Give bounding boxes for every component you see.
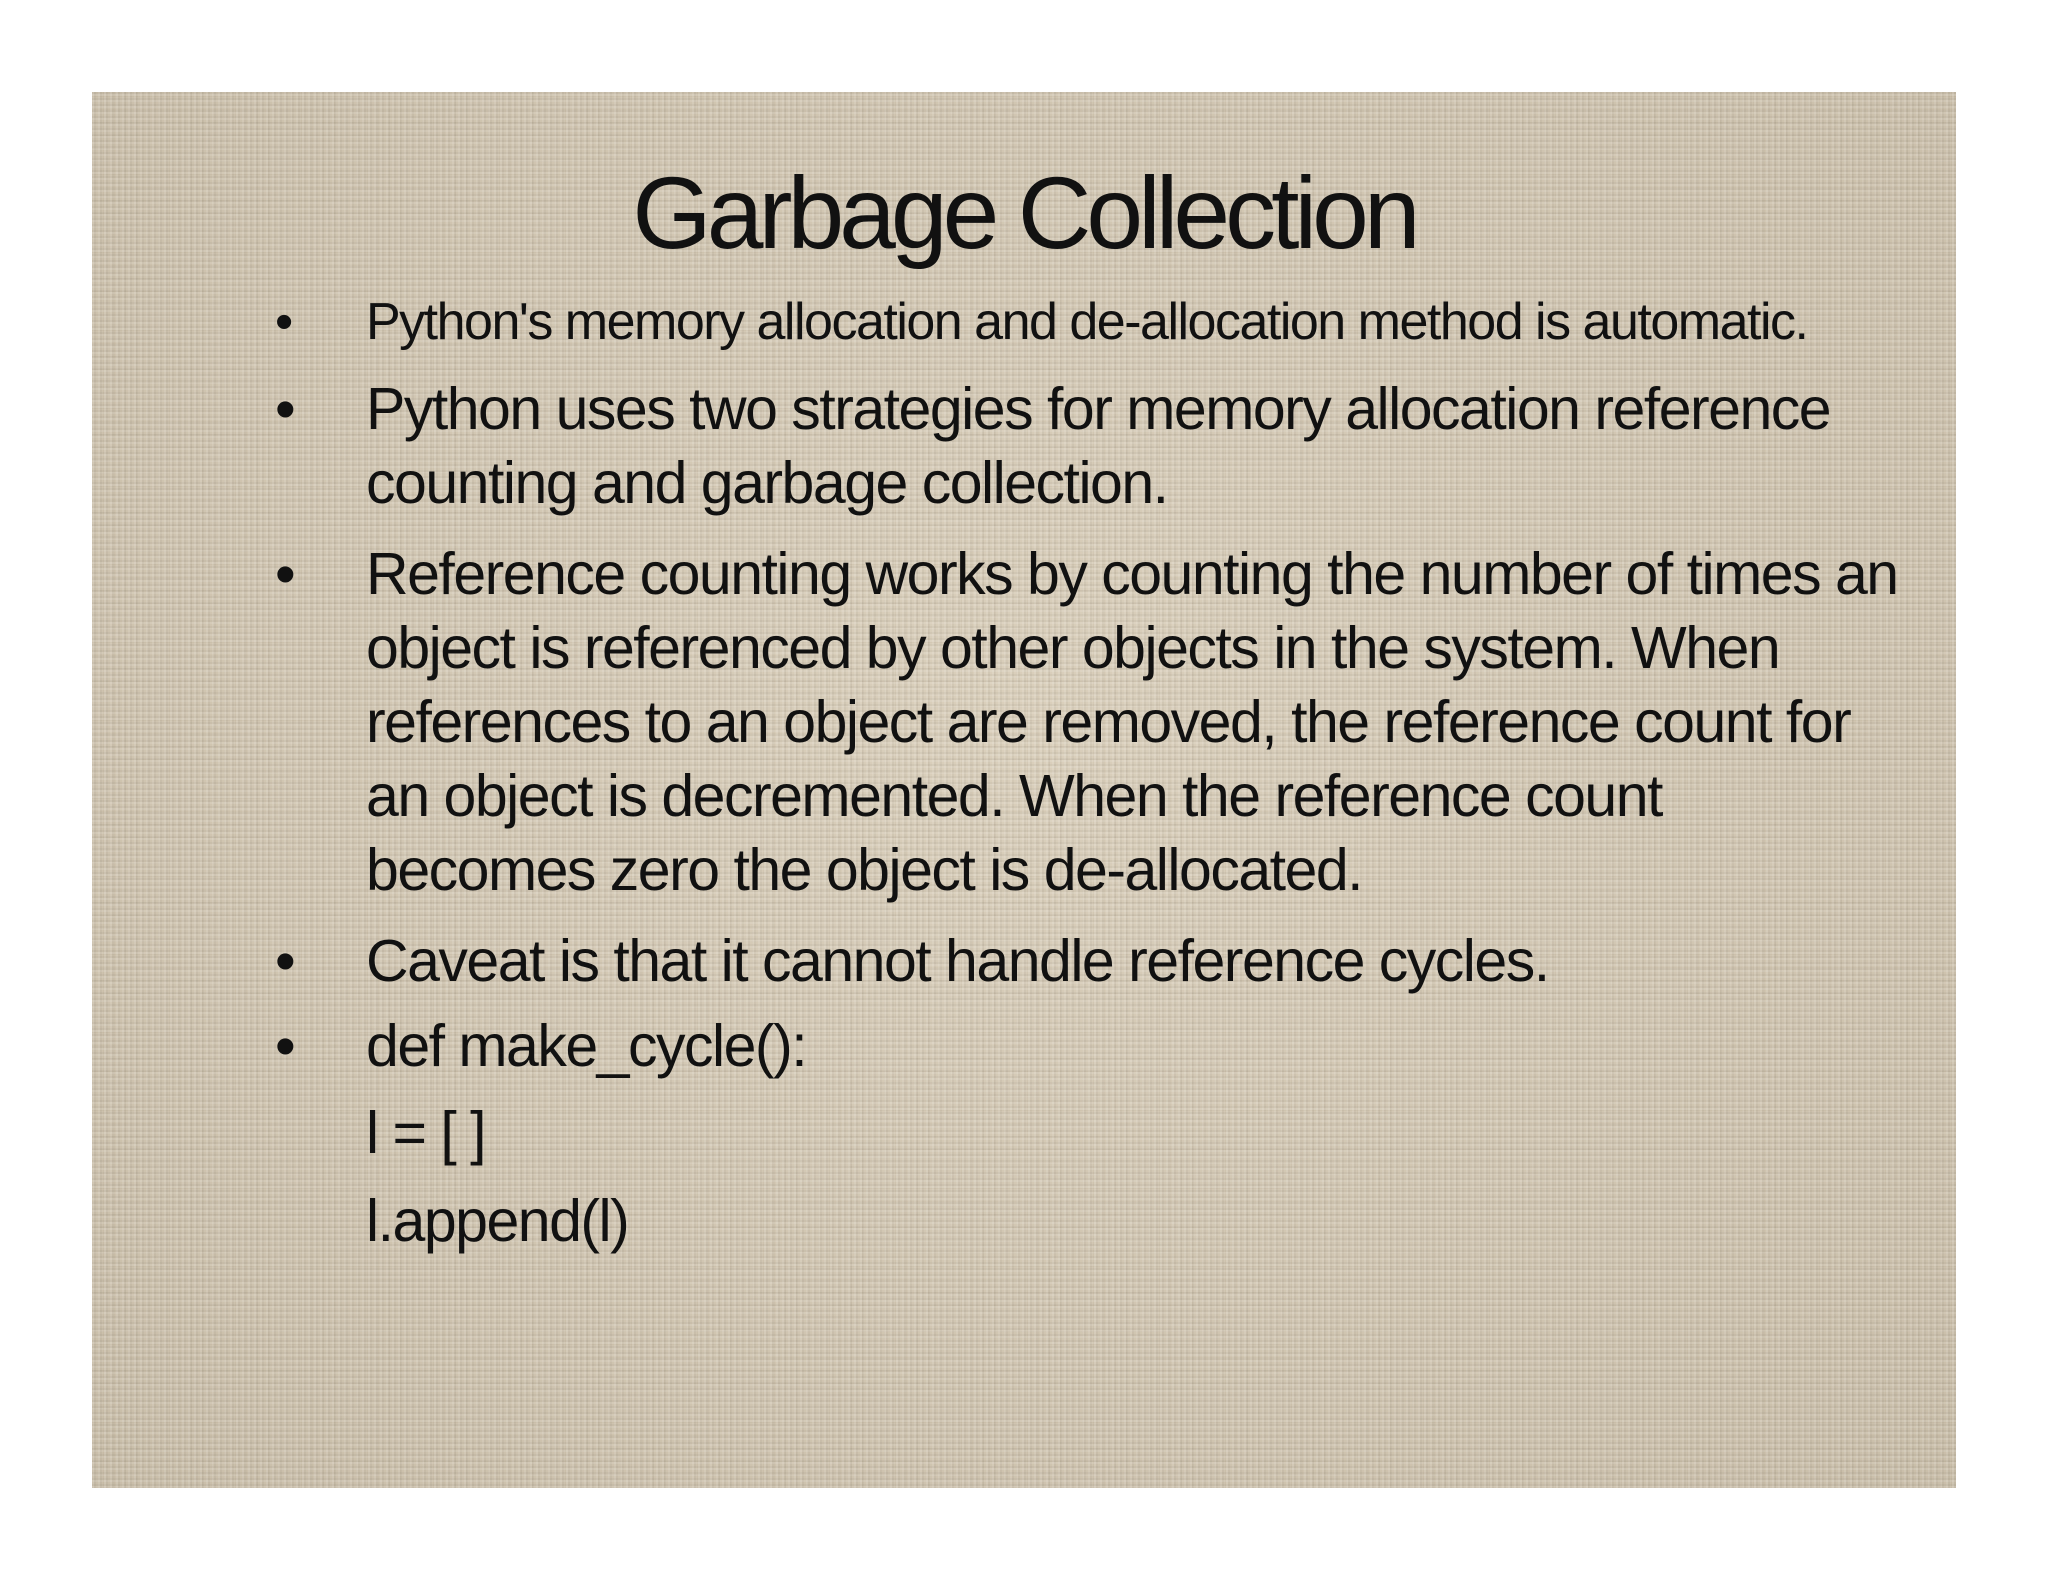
bullet-icon: • [275, 1013, 295, 1079]
slide [92, 92, 1956, 1488]
bullet-icon: • [275, 376, 295, 442]
bullet-item [275, 537, 1935, 907]
bullet-item [275, 290, 1935, 355]
slide-title: Garbage Collection [632, 156, 1416, 270]
bullet-icon: • [275, 293, 292, 351]
bullet-item [275, 372, 1935, 520]
bullet-icon: • [275, 541, 295, 607]
bullet-text: Caveat is that it cannot handle reference cycles. [366, 928, 1549, 994]
code-line: l = [ ] [366, 1100, 486, 1166]
code-line: l.append(l) [366, 1188, 629, 1254]
bullet-text: Reference counting works by counting the number of times an object is referenced by other objects in the system. When references to an object are removed, the reference count for an object is decremented. When the reference count becomes zero the object is de-allocated. [366, 541, 1898, 903]
bullet-text: Python's memory allocation and de-allocation method is automatic. [366, 293, 1808, 351]
bullet-text: def make_cycle(): [366, 1013, 807, 1079]
bullet-item [275, 1009, 1935, 1083]
bullet-icon: • [275, 928, 295, 994]
bullet-item [275, 924, 1935, 998]
bullet-text: Python uses two strategies for memory allocation reference counting and garbage collection. [366, 376, 1831, 516]
